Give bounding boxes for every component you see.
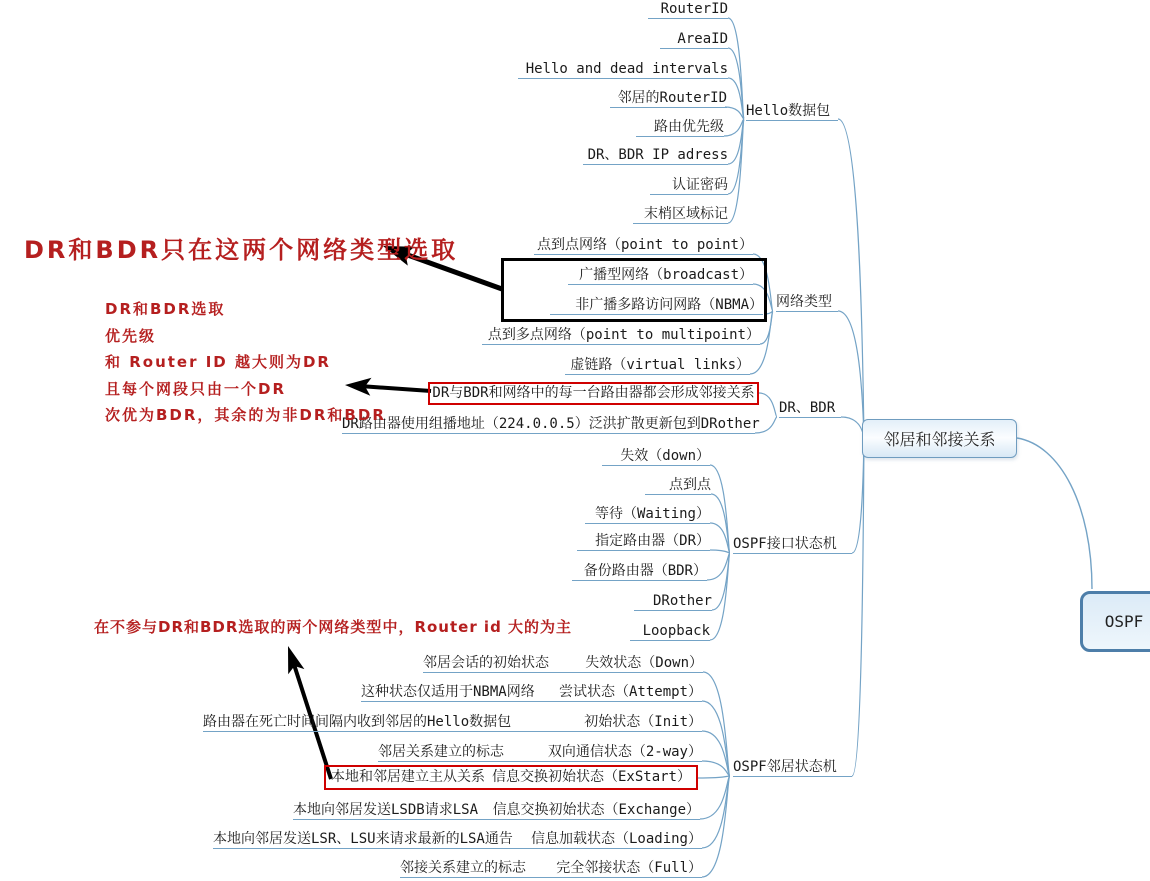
topic-routerid[interactable]: RouterID	[648, 1, 728, 19]
topic-nbma-network[interactable]: 非广播多路访问网路（NBMA）	[550, 297, 763, 315]
connector	[759, 393, 777, 417]
nbr-note: 本地向邻居发送LSDB请求LSA	[293, 802, 479, 818]
nbr-state: 信息加载状态（Loading）	[530, 831, 702, 847]
nbr-note: 邻居关系建立的标志	[378, 744, 504, 760]
annotation-dr-scope-title: DR和BDR只在这两个网络类型选取	[24, 236, 459, 264]
rule-line: 优先级	[105, 326, 157, 345]
nbr-state: 失效状态（Down）	[585, 655, 703, 671]
nbr-state: 双向通信状态（2-way）	[547, 744, 702, 760]
topic-if-waiting[interactable]: 等待（Waiting）	[585, 506, 710, 524]
topic-neighbor-routerid[interactable]: 邻居的RouterID	[610, 90, 727, 108]
nbr-note: 本地向邻居发送LSR、LSU来请求最新的LSA通告	[213, 831, 513, 847]
rule-line: DR和BDR选取	[105, 300, 226, 318]
topic-nbr-attempt[interactable]	[361, 684, 702, 702]
topic-p2p-network[interactable]: 点到点网络（point to point）	[534, 237, 753, 255]
topic-dr-bdr-adjacency[interactable]	[428, 382, 759, 405]
topic-if-drother[interactable]: DRother	[634, 593, 712, 611]
branch-interface-sm[interactable]: OSPF接口状态机	[733, 536, 852, 554]
topic-virtual-links[interactable]: 虚链路（virtual links）	[565, 357, 750, 375]
topic-nbr-down[interactable]	[423, 655, 703, 673]
annotation-non-dr-note: 在不参与DR和BDR选取的两个网络类型中，Router id 大的为主	[94, 618, 573, 636]
dr-bdr-adjacency-text: DR与BDR和网络中的每一台路由器都会形成邻接关系	[432, 385, 755, 401]
topic-dr-multicast[interactable]: DR路由器使用组播地址（224.0.0.5）泛洪扩散更新包到DRother	[342, 416, 760, 432]
connector	[1017, 438, 1092, 589]
connector	[724, 119, 744, 136]
connector	[838, 311, 864, 432]
connector	[702, 761, 730, 776]
connector	[710, 553, 730, 640]
connector	[710, 465, 730, 553]
nbr-state: 初始状态（Init）	[584, 714, 702, 730]
topic-dr-bdr-ip[interactable]: DR、BDR IP adress	[583, 147, 728, 165]
topic-nbr-2way[interactable]	[378, 744, 702, 762]
topic-broadcast-network[interactable]: 广播型网络（broadcast）	[568, 267, 753, 285]
nbr-state: 信息交换初始状态（Exchange）	[492, 802, 700, 818]
connector	[710, 550, 730, 553]
dr-network-types-highlight-box	[501, 258, 767, 322]
topic-hello-dead-intervals[interactable]: Hello and dead intervals	[518, 61, 728, 79]
topic-nbr-exchange[interactable]	[293, 802, 700, 820]
topic-nbr-exstart[interactable]	[324, 765, 698, 790]
nbr-state: 完全邻接状态（Full）	[556, 860, 702, 876]
branch-neighbor-sm[interactable]: OSPF邻居状态机	[733, 759, 852, 777]
node-neighbor-adjacency[interactable]: 邻居和邻接关系	[862, 419, 1017, 458]
nbr-note: 邻居会话的初始状态	[423, 655, 549, 671]
arrow-to-non-dr-note	[288, 646, 331, 779]
nbr-state: 信息交换初始状态（ExStart）	[491, 769, 691, 785]
topic-if-p2p[interactable]: 点到点	[645, 477, 711, 495]
branch-dr-bdr[interactable]: DR、BDR	[779, 400, 841, 418]
annotation-dr-election-rules	[105, 296, 386, 429]
topic-nbr-full[interactable]	[400, 860, 702, 878]
nbr-note: 本地和邻居建立主从关系	[331, 769, 485, 785]
topic-nbr-init[interactable]	[203, 714, 702, 732]
branch-network-type[interactable]: 网络类型	[776, 294, 838, 312]
rule-line: 次优为BDR，其余的为非DR和BDR	[105, 406, 386, 424]
topic-if-loopback[interactable]: Loopback	[630, 623, 710, 641]
topic-if-bdr[interactable]: 备份路由器（BDR）	[572, 563, 707, 581]
nbr-state: 尝试状态（Attempt）	[558, 684, 702, 700]
nbr-note: 路由器在死亡时间间隔内收到邻居的Hello数据包	[203, 714, 512, 730]
topic-if-dr[interactable]: 指定路由器（DR）	[577, 533, 710, 551]
node-ospf-root[interactable]: OSPF	[1080, 591, 1150, 652]
rule-line: 和 Router ID 越大则为DR	[105, 353, 331, 371]
rule-line: 且每个网段只由一个DR	[105, 379, 287, 398]
topic-p2mp-network[interactable]: 点到多点网络（point to multipoint）	[482, 327, 760, 345]
connector	[838, 119, 864, 427]
connector	[852, 443, 864, 553]
branch-hello-packet[interactable]: Hello数据包	[746, 103, 838, 121]
connector	[698, 776, 730, 778]
nbr-note: 邻接关系建立的标志	[400, 860, 526, 876]
topic-if-down[interactable]: 失效（down）	[602, 448, 710, 466]
topic-auth-password[interactable]: 认证密码	[650, 177, 728, 195]
topic-nbr-loading[interactable]	[213, 831, 702, 849]
connector	[725, 107, 744, 119]
connector	[841, 417, 864, 437]
topic-stub-flag[interactable]: 末梢区域标记	[633, 206, 728, 224]
topic-areaid[interactable]: AreaID	[660, 31, 728, 49]
nbr-note: 这种状态仅适用于NBMA网络	[361, 684, 535, 700]
topic-router-priority[interactable]: 路由优先级	[636, 119, 724, 137]
